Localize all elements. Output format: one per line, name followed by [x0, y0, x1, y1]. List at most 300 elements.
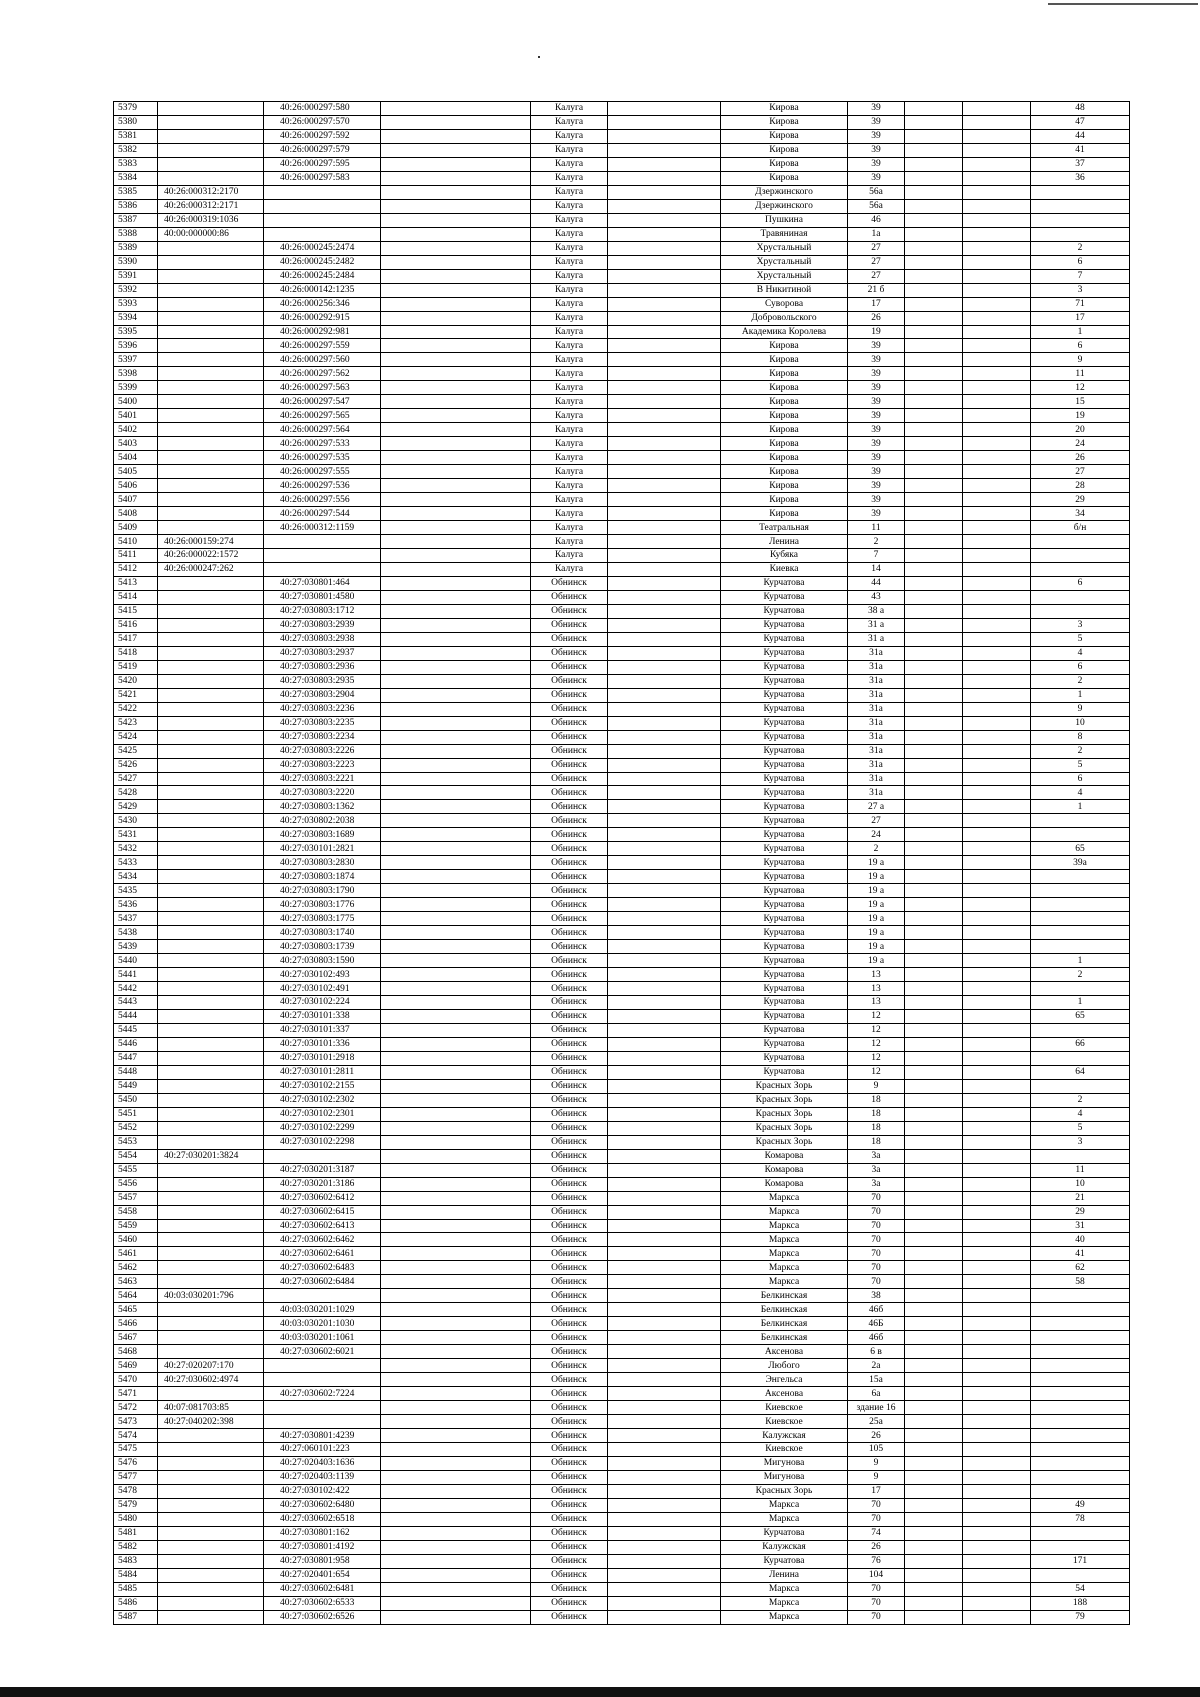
city-cell: Обнинск: [531, 898, 608, 912]
blank-3-cell: [905, 1429, 963, 1443]
blank-2-cell: [608, 1135, 721, 1149]
blank-1-cell: [381, 297, 531, 311]
blank-3-cell: [905, 1596, 963, 1610]
street-cell: Маркса: [721, 1512, 848, 1526]
number-cell: 5382: [114, 143, 158, 157]
street-cell: Курчатова: [721, 1037, 848, 1051]
number-cell: 5486: [114, 1596, 158, 1610]
cadastral-b-cell: 40:27:030803:1590: [264, 954, 381, 968]
blank-4-cell: [963, 870, 1031, 884]
blank-2-cell: [608, 367, 721, 381]
blank-1-cell: [381, 1359, 531, 1373]
street-cell: Комарова: [721, 1163, 848, 1177]
blank-4-cell: [963, 1610, 1031, 1624]
number-cell: 5431: [114, 828, 158, 842]
blank-1-cell: [381, 1415, 531, 1429]
number-cell: 5400: [114, 395, 158, 409]
house-cell: 19 а: [848, 954, 905, 968]
blank-1-cell: [381, 1470, 531, 1484]
blank-1-cell: [381, 590, 531, 604]
street-cell: Маркса: [721, 1275, 848, 1289]
property-register-table: [113, 101, 1130, 1625]
blank-4-cell: [963, 646, 1031, 660]
blank-1-cell: [381, 1568, 531, 1582]
city-cell: Калуга: [531, 339, 608, 353]
flat-cell: 66: [1031, 1037, 1130, 1051]
number-cell: 5411: [114, 549, 158, 563]
table-row: [114, 493, 1130, 507]
blank-3-cell: [905, 1568, 963, 1582]
house-cell: 46: [848, 213, 905, 227]
table-row: [114, 437, 1130, 451]
cadastral-b-cell: 40:27:030803:1362: [264, 800, 381, 814]
city-cell: Обнинск: [531, 1065, 608, 1079]
street-cell: Курчатова: [721, 772, 848, 786]
blank-4-cell: [963, 996, 1031, 1010]
blank-2-cell: [608, 1345, 721, 1359]
blank-1-cell: [381, 269, 531, 283]
cadastral-a-cell: [158, 1191, 264, 1205]
cadastral-b-cell: 40:27:030802:2038: [264, 814, 381, 828]
blank-4-cell: [963, 185, 1031, 199]
blank-2-cell: [608, 339, 721, 353]
cadastral-b-cell: 40:27:020403:1636: [264, 1456, 381, 1470]
blank-4-cell: [963, 954, 1031, 968]
street-cell: Хрустальный: [721, 269, 848, 283]
table-row: [114, 954, 1130, 968]
number-cell: 5408: [114, 507, 158, 521]
number-cell: 5475: [114, 1443, 158, 1457]
cadastral-b-cell: 40:26:000297:564: [264, 423, 381, 437]
cadastral-a-cell: [158, 311, 264, 325]
cadastral-b-cell: 40:26:000297:535: [264, 451, 381, 465]
house-cell: здание 16: [848, 1401, 905, 1415]
blank-4-cell: [963, 1233, 1031, 1247]
register-body: [114, 102, 1130, 1625]
house-cell: 39: [848, 115, 905, 129]
flat-cell: 2: [1031, 968, 1130, 982]
city-cell: Калуга: [531, 465, 608, 479]
blank-2-cell: [608, 716, 721, 730]
blank-2-cell: [608, 926, 721, 940]
house-cell: 26: [848, 311, 905, 325]
flat-cell: 1: [1031, 800, 1130, 814]
blank-1-cell: [381, 1219, 531, 1233]
blank-3-cell: [905, 604, 963, 618]
blank-1-cell: [381, 199, 531, 213]
street-cell: Курчатова: [721, 800, 848, 814]
street-cell: Пушкина: [721, 213, 848, 227]
cadastral-a-cell: [158, 157, 264, 171]
blank-4-cell: [963, 744, 1031, 758]
blank-4-cell: [963, 576, 1031, 590]
house-cell: 12: [848, 1065, 905, 1079]
blank-3-cell: [905, 1540, 963, 1554]
table-row: [114, 1275, 1130, 1289]
blank-3-cell: [905, 1443, 963, 1457]
table-row: [114, 1512, 1130, 1526]
cadastral-a-cell: [158, 1107, 264, 1121]
cadastral-b-cell: 40:27:030201:3187: [264, 1163, 381, 1177]
blank-4-cell: [963, 674, 1031, 688]
cadastral-a-cell: [158, 437, 264, 451]
number-cell: 5474: [114, 1429, 158, 1443]
city-cell: Обнинск: [531, 1401, 608, 1415]
flat-cell: 54: [1031, 1582, 1130, 1596]
house-cell: 46б: [848, 1331, 905, 1345]
cadastral-a-cell: 40:26:000247:262: [158, 562, 264, 576]
flat-cell: 29: [1031, 493, 1130, 507]
blank-4-cell: [963, 1331, 1031, 1345]
blank-2-cell: [608, 1387, 721, 1401]
house-cell: 27: [848, 241, 905, 255]
cadastral-a-cell: [158, 1093, 264, 1107]
blank-2-cell: [608, 576, 721, 590]
blank-1-cell: [381, 1387, 531, 1401]
city-cell: Калуга: [531, 353, 608, 367]
street-cell: Мигунова: [721, 1456, 848, 1470]
blank-4-cell: [963, 1037, 1031, 1051]
number-cell: 5463: [114, 1275, 158, 1289]
blank-2-cell: [608, 171, 721, 185]
street-cell: Кирова: [721, 409, 848, 423]
city-cell: Калуга: [531, 549, 608, 563]
blank-1-cell: [381, 1107, 531, 1121]
table-row: [114, 604, 1130, 618]
cadastral-b-cell: 40:27:030803:1689: [264, 828, 381, 842]
flat-cell: [1031, 1345, 1130, 1359]
number-cell: 5468: [114, 1345, 158, 1359]
blank-1-cell: [381, 618, 531, 632]
blank-4-cell: [963, 409, 1031, 423]
blank-1-cell: [381, 1429, 531, 1443]
city-cell: Калуга: [531, 437, 608, 451]
number-cell: 5439: [114, 940, 158, 954]
cadastral-a-cell: 40:03:030201:796: [158, 1289, 264, 1303]
cadastral-b-cell: [264, 562, 381, 576]
blank-4-cell: [963, 1317, 1031, 1331]
blank-2-cell: [608, 102, 721, 116]
house-cell: 39: [848, 493, 905, 507]
house-cell: 70: [848, 1247, 905, 1261]
table-row: [114, 213, 1130, 227]
blank-2-cell: [608, 772, 721, 786]
flat-cell: 6: [1031, 660, 1130, 674]
city-cell: Обнинск: [531, 1568, 608, 1582]
cadastral-a-cell: [158, 730, 264, 744]
street-cell: Курчатова: [721, 856, 848, 870]
table-row: [114, 1540, 1130, 1554]
city-cell: Обнинск: [531, 1079, 608, 1093]
number-cell: 5383: [114, 157, 158, 171]
blank-4-cell: [963, 1121, 1031, 1135]
cadastral-a-cell: [158, 1177, 264, 1191]
blank-2-cell: [608, 1149, 721, 1163]
blank-4-cell: [963, 1065, 1031, 1079]
blank-4-cell: [963, 1568, 1031, 1582]
city-cell: Обнинск: [531, 1443, 608, 1457]
blank-4-cell: [963, 940, 1031, 954]
cadastral-b-cell: 40:26:000297:565: [264, 409, 381, 423]
blank-2-cell: [608, 786, 721, 800]
city-cell: Обнинск: [531, 1037, 608, 1051]
street-cell: Маркса: [721, 1610, 848, 1624]
table-row: [114, 1289, 1130, 1303]
cadastral-b-cell: 40:27:030101:337: [264, 1023, 381, 1037]
city-cell: Калуга: [531, 185, 608, 199]
blank-4-cell: [963, 1303, 1031, 1317]
house-cell: 26: [848, 1429, 905, 1443]
city-cell: Обнинск: [531, 1540, 608, 1554]
city-cell: Обнинск: [531, 1023, 608, 1037]
blank-3-cell: [905, 241, 963, 255]
house-cell: 39: [848, 339, 905, 353]
blank-3-cell: [905, 1373, 963, 1387]
flat-cell: 11: [1031, 1163, 1130, 1177]
flat-cell: 3: [1031, 618, 1130, 632]
house-cell: 39: [848, 353, 905, 367]
blank-3-cell: [905, 898, 963, 912]
blank-1-cell: [381, 325, 531, 339]
blank-2-cell: [608, 395, 721, 409]
blank-2-cell: [608, 1443, 721, 1457]
flat-cell: 9: [1031, 702, 1130, 716]
city-cell: Калуга: [531, 395, 608, 409]
blank-3-cell: [905, 744, 963, 758]
cadastral-b-cell: 40:27:030801:464: [264, 576, 381, 590]
blank-2-cell: [608, 1177, 721, 1191]
table-row: [114, 143, 1130, 157]
house-cell: 14: [848, 562, 905, 576]
blank-1-cell: [381, 451, 531, 465]
street-cell: Красных Зорь: [721, 1484, 848, 1498]
house-cell: 18: [848, 1107, 905, 1121]
blank-1-cell: [381, 660, 531, 674]
cadastral-b-cell: 40:03:030201:1061: [264, 1331, 381, 1345]
cadastral-a-cell: [158, 772, 264, 786]
flat-cell: [1031, 814, 1130, 828]
number-cell: 5384: [114, 171, 158, 185]
street-cell: Курчатова: [721, 884, 848, 898]
cadastral-a-cell: 40:26:000312:2171: [158, 199, 264, 213]
blank-4-cell: [963, 898, 1031, 912]
flat-cell: 4: [1031, 786, 1130, 800]
cadastral-b-cell: [264, 185, 381, 199]
table-row: [114, 912, 1130, 926]
cadastral-b-cell: 40:27:030803:1739: [264, 940, 381, 954]
cadastral-b-cell: [264, 1359, 381, 1373]
cadastral-a-cell: [158, 800, 264, 814]
street-cell: Курчатова: [721, 590, 848, 604]
cadastral-a-cell: [158, 884, 264, 898]
blank-1-cell: [381, 1163, 531, 1177]
table-row: [114, 800, 1130, 814]
blank-4-cell: [963, 1191, 1031, 1205]
table-row: [114, 1470, 1130, 1484]
flat-cell: [1031, 549, 1130, 563]
flat-cell: 171: [1031, 1554, 1130, 1568]
blank-4-cell: [963, 479, 1031, 493]
cadastral-a-cell: [158, 1023, 264, 1037]
table-row: [114, 1233, 1130, 1247]
number-cell: 5447: [114, 1051, 158, 1065]
city-cell: Обнинск: [531, 772, 608, 786]
cadastral-a-cell: [158, 1205, 264, 1219]
blank-3-cell: [905, 129, 963, 143]
house-cell: 31 а: [848, 632, 905, 646]
flat-cell: 2: [1031, 744, 1130, 758]
street-cell: Аксенова: [721, 1387, 848, 1401]
blank-3-cell: [905, 716, 963, 730]
number-cell: 5457: [114, 1191, 158, 1205]
table-row: [114, 730, 1130, 744]
cadastral-a-cell: [158, 1219, 264, 1233]
city-cell: Обнинск: [531, 884, 608, 898]
table-row: [114, 1149, 1130, 1163]
number-cell: 5405: [114, 465, 158, 479]
cadastral-b-cell: 40:27:030803:2938: [264, 632, 381, 646]
city-cell: Обнинск: [531, 786, 608, 800]
number-cell: 5385: [114, 185, 158, 199]
blank-3-cell: [905, 1484, 963, 1498]
city-cell: Обнинск: [531, 674, 608, 688]
flat-cell: [1031, 604, 1130, 618]
house-cell: 70: [848, 1233, 905, 1247]
cadastral-b-cell: 40:26:000297:544: [264, 507, 381, 521]
cadastral-a-cell: [158, 716, 264, 730]
blank-4-cell: [963, 982, 1031, 996]
blank-4-cell: [963, 465, 1031, 479]
blank-2-cell: [608, 842, 721, 856]
street-cell: Красных Зорь: [721, 1079, 848, 1093]
blank-2-cell: [608, 562, 721, 576]
blank-4-cell: [963, 1582, 1031, 1596]
blank-1-cell: [381, 1093, 531, 1107]
street-cell: Курчатова: [721, 674, 848, 688]
blank-3-cell: [905, 283, 963, 297]
city-cell: Обнинск: [531, 688, 608, 702]
blank-3-cell: [905, 632, 963, 646]
blank-1-cell: [381, 171, 531, 185]
cadastral-b-cell: 40:27:030801:958: [264, 1554, 381, 1568]
street-cell: Курчатова: [721, 870, 848, 884]
table-row: [114, 465, 1130, 479]
blank-1-cell: [381, 912, 531, 926]
table-row: [114, 311, 1130, 325]
house-cell: 70: [848, 1275, 905, 1289]
cadastral-b-cell: 40:27:030602:6021: [264, 1345, 381, 1359]
street-cell: Курчатова: [721, 926, 848, 940]
number-cell: 5473: [114, 1415, 158, 1429]
cadastral-a-cell: [158, 1065, 264, 1079]
blank-1-cell: [381, 339, 531, 353]
cadastral-a-cell: [158, 1526, 264, 1540]
flat-cell: [1031, 912, 1130, 926]
flat-cell: 3: [1031, 1135, 1130, 1149]
blank-1-cell: [381, 646, 531, 660]
city-cell: Калуга: [531, 381, 608, 395]
number-cell: 5429: [114, 800, 158, 814]
blank-1-cell: [381, 842, 531, 856]
street-cell: Кирова: [721, 129, 848, 143]
house-cell: 1а: [848, 227, 905, 241]
house-cell: 44: [848, 576, 905, 590]
blank-1-cell: [381, 688, 531, 702]
number-cell: 5398: [114, 367, 158, 381]
blank-3-cell: [905, 828, 963, 842]
blank-2-cell: [608, 199, 721, 213]
flat-cell: 37: [1031, 157, 1130, 171]
blank-3-cell: [905, 437, 963, 451]
blank-2-cell: [608, 912, 721, 926]
flat-cell: [1031, 982, 1130, 996]
cadastral-b-cell: 40:27:030803:2234: [264, 730, 381, 744]
flat-cell: 9: [1031, 353, 1130, 367]
city-cell: Калуга: [531, 423, 608, 437]
blank-1-cell: [381, 870, 531, 884]
table-row: [114, 856, 1130, 870]
blank-4-cell: [963, 171, 1031, 185]
number-cell: 5388: [114, 227, 158, 241]
blank-1-cell: [381, 353, 531, 367]
blank-1-cell: [381, 1037, 531, 1051]
blank-1-cell: [381, 562, 531, 576]
blank-2-cell: [608, 1079, 721, 1093]
number-cell: 5478: [114, 1484, 158, 1498]
flat-cell: [1031, 199, 1130, 213]
street-cell: Курчатова: [721, 716, 848, 730]
street-cell: Энгельса: [721, 1373, 848, 1387]
street-cell: Кирова: [721, 437, 848, 451]
table-row: [114, 940, 1130, 954]
blank-4-cell: [963, 1205, 1031, 1219]
city-cell: Обнинск: [531, 1512, 608, 1526]
street-cell: Курчатова: [721, 940, 848, 954]
blank-4-cell: [963, 1387, 1031, 1401]
number-cell: 5453: [114, 1135, 158, 1149]
blank-2-cell: [608, 646, 721, 660]
blank-3-cell: [905, 912, 963, 926]
blank-1-cell: [381, 423, 531, 437]
table-row: [114, 255, 1130, 269]
blank-4-cell: [963, 493, 1031, 507]
street-cell: Кирова: [721, 367, 848, 381]
house-cell: 19: [848, 325, 905, 339]
cadastral-a-cell: [158, 1512, 264, 1526]
blank-2-cell: [608, 353, 721, 367]
blank-4-cell: [963, 199, 1031, 213]
cadastral-a-cell: [158, 367, 264, 381]
number-cell: 5430: [114, 814, 158, 828]
street-cell: Белкинская: [721, 1289, 848, 1303]
street-cell: Курчатова: [721, 1051, 848, 1065]
blank-2-cell: [608, 1247, 721, 1261]
cadastral-a-cell: [158, 870, 264, 884]
flat-cell: [1031, 1401, 1130, 1415]
cadastral-a-cell: [158, 618, 264, 632]
blank-2-cell: [608, 814, 721, 828]
city-cell: Калуга: [531, 143, 608, 157]
house-cell: 46б: [848, 1303, 905, 1317]
city-cell: Калуга: [531, 241, 608, 255]
cadastral-a-cell: [158, 451, 264, 465]
house-cell: 9: [848, 1456, 905, 1470]
city-cell: Обнинск: [531, 1191, 608, 1205]
city-cell: Обнинск: [531, 1163, 608, 1177]
street-cell: Хрустальный: [721, 241, 848, 255]
blank-1-cell: [381, 772, 531, 786]
table-row: [114, 451, 1130, 465]
